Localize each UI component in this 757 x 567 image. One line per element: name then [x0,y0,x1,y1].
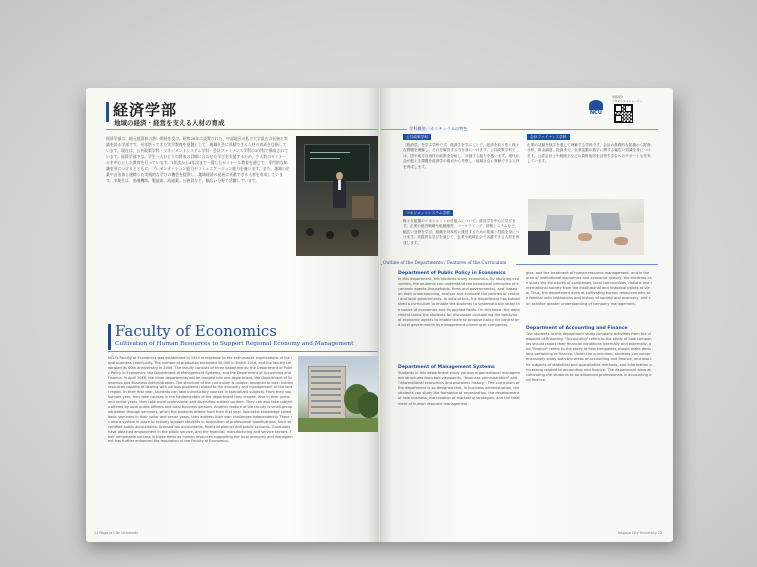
jp-body-text: 経済学部は、地元経済界の熱い期待を受け、昭和26年に設置された、中部地区の私立大学最古の伝統と実績を誇る学部です。長年培ってきた実学教育を基盤として、地域社会に貢献できる人材の育成を目指しています。現在は、公共政策学科・マネジメントシステム学科・会計ファイナンス学科の3学科で構成されています。経済学部では、学生一人ひとりの将来の目標に合わせた学びを支援するため、少人数のゼミナールを中心とした教育を行っています。1年次から4年次まで一貫したゼミナール教育を通じて、専門的な知識を身につけるとともに、プレゼンテーション能力やコミュニケーション能力を養います。また、地域の企業や自治体と連携した実践的な学びの機会を提供し、地域経済の発展に貢献できる人材を育成しています。卒業生は、金融機関、製造業、流通業、公務員など、幅広い分野で活躍しています。 [106,136,290,183]
left-page [86,88,379,542]
jp-subtitle: 地域の経済・経営を支える人材の育成 [114,119,225,127]
hand [578,233,592,241]
campus-building-photo [298,356,379,432]
person-dark-sleeve [528,231,550,255]
dept2-jp-tag: マネジメントシステム学科 [403,210,453,216]
laptop [545,215,574,231]
students-row [296,220,379,256]
en-subtitle: Cultivation of Human Resources to Support Regional Economy and Management [115,341,354,347]
en-body-text: NCU's Faculty of Economics was established in 1949 in response to the enthusiastic expectations of the local business community. The number of graduates exceeded 30,000 in March 2016, and the faculty celebrated its 60th anniversary in 2009. The faculty consists of three departments: the Department of Public Policy in Economics, the Department of Management Systems, and the Department of Accounting and Finance. In April 2016, the three departments will be merged into one department, the Department of Economics and Business Administration. The structure of the curriculum is unique: designed to train human resources capable of dealing with various problems related to the economy and management of the local region. In their first year, students can take introductory courses in specialized subjects. From their sophomore year, they take courses in the fundamentals of the department they choose. Also in their junior and senior years, they take more professional and diversified subject content. They can also take subjects offered by local public officers and local business persons. Another feature of the faculty is small-group education through seminars, which the students attend from their first year. Specialist knowledge called basic seminars in their junior and senior years, they address their own challenges independently. There is also a system in place to actively support students in acquisition of professional qualifications, such as certified public accountants, licensed tax accountants, financial planner and public servants. Graduates have obtained employment in the public service, and the financial, manufacturing and service sectors. Their remarkable success in these fields as human resources supporting the local economy and management has further enhanced the reputation of the Faculty of Economics. [108,356,293,444]
blackboard-writing [310,152,350,153]
lawn [298,418,379,432]
dept2-en-body: Students in this department study various organizational management structures from two viewpoints, "business administration" and "informational economics and economic history". The curriculum of the department is so designed that, in business administration, the students can study the formation of organization, the development of new business, the creation of marketing strategies, and the treatment of human resource management. [398,371,520,406]
student-head [326,231,334,239]
laptop [591,213,621,230]
qr-finder [615,105,622,112]
qr-finder [625,105,632,112]
right-footer: Nagoya City University 22 [618,531,663,535]
dept3-en-heading: Department of Accounting and Finance [526,326,628,331]
dept2-jp-body: 様々な組織のマネジメントの仕組みについて、経営学を中心に学びます。企業の経営戦略や組織運営、マーケティング、情報システムなど、幅広い分野を学び、組織を効率的に運営するための知識と技能を身につけます。実践的な学びを通じて、企業や地域社会で活躍できる人材を育成します。 [403,219,520,245]
ncu-logo [589,100,603,116]
jp-section-rule-left [380,129,407,130]
lecturer-head [336,172,343,180]
building-windows [311,370,341,416]
dept3-en-body: The students in this department study company activities from the viewpoint of financing. "Accounting" refers to the study of how companies should report their financial conditions internally and externally, and "finance" refers to the study of how companies should make decisions pertaining to finance. Under the curriculum, students can comprehensively study both the areas of accounting and finance, and also the subjects of statistical and quantitative methods, and information processing related to accounting and finance. The department aims at cultivating the students to be advanced professionals in accounting and finance. [526,332,652,382]
qr-code [614,104,633,123]
dept1-en-body: In this department, the students study economics. By studying economics, the students can understand the behavioral principles of economic agents (households, firms and governments), and, based on their understanding, analyze and evaluate the policies of central and local governments. In view of this, the department has established a curriculum to enable the students to systematically study the basics of economics and its applied fields. On this basis, the department trains the students for discussion considering the behavior of economic agents to enable them to propose policy for central and local governments as management planning at companies. [398,277,520,327]
dept1-jp-body: 「経済学」を学ぶ学科です。経済学を学ぶことで、経済を取り巻く様々な問題を理解し、それを解決する力を身につけます。公共政策学科では、国や地方自治体の政策を分析し、評価する能力を養います。現代社会が抱える課題を経済学の視点から考察し、地域社会に貢献できる人材を育成します。 [403,143,520,169]
en-title: Faculty of Economics [115,322,278,340]
dept1-jp-tag: 公共政策学科 [403,134,431,140]
dept1-en-heading: Department of Public Policy in Economics [398,271,506,276]
brochure-spread [86,88,673,542]
podium [352,196,374,218]
hand [614,237,628,245]
spine-crease [378,88,381,542]
jp-section-header: 学科概要／カリキュラムの特色 [409,126,468,131]
en-header-rule [108,351,379,352]
jp-title: 経済学部 [113,101,178,119]
lecture-photo [296,136,379,256]
dept3-jp-body: 企業の活動を数字を通して理解する学科です。会計の基礎的な知識から財務分析、資金調達、投資まで、企業活動の数字に関する幅広い知識を身につけます。公認会計士や税理士などの資格取得を目指す学生へのサポートも充実しています。 [527,143,651,164]
left-footer: 21 Nagoya City University [94,531,139,535]
qr-finder [615,115,622,122]
student-head [351,229,359,237]
title-bar [106,102,109,122]
qr-label: 学部紹介 プロモーションムービー [612,95,643,103]
dept3-jp-tag: 会計ファイナンス学科 [527,134,570,140]
dept2-en-body-cont: gies, and the treatment of human resource management, and in the area of institutional economics and economic history, the students can study the structures of companies, local communities, nations and international society from the institutional and historical points of view. Thus, the department aims at cultivating human resources who are familiar with institutions and history of society and economy, and can achieve greater understanding of company management. [526,271,652,306]
ncu-logo-text: NCU [590,110,602,116]
seminar-photo [528,199,644,255]
student-head [306,228,314,236]
en-section-rule-right [516,264,658,265]
faculty-title-bar [108,324,111,350]
en-section-header: Outline of the Departments / Features of the Curriculum [383,261,507,266]
jp-header-rule [106,129,379,130]
jp-section-rule-right [480,129,658,130]
tree [358,392,379,418]
dept2-en-heading: Department of Management Systems [398,365,495,370]
ncu-logo-mark [589,100,603,110]
blackboard-writing [310,158,340,159]
right-page [380,88,673,542]
lecturer-shirt [338,180,341,190]
